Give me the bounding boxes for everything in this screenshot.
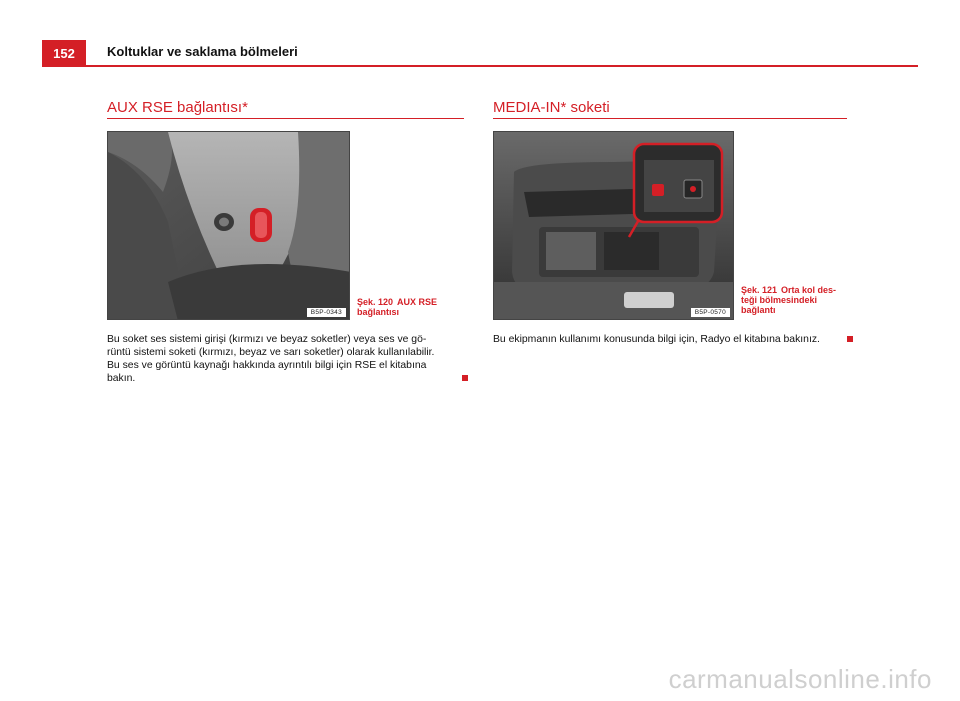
figure-aux-rse-photo	[107, 131, 350, 320]
figure-caption-120	[357, 297, 437, 317]
section-end-mark	[847, 336, 853, 342]
body-line: bakın.	[107, 373, 136, 384]
caption-number: Şek. 121	[741, 285, 778, 295]
figure-caption-121	[741, 285, 836, 315]
section-title-media-in: MEDIA-IN* soketi	[493, 99, 610, 116]
body-paragraph-media-in	[493, 333, 853, 346]
figure-media-in-photo	[493, 131, 734, 320]
watermark: carmanualsonline.info	[668, 664, 932, 694]
figure-code: B5P-0570	[691, 308, 730, 317]
body-line: rüntü sistemi soketi (kırmızı, beyaz ve sarı soketler) olarak kullanılabilir.	[107, 347, 435, 358]
caption-text-line: bağlantı	[741, 305, 776, 315]
figure-code: B5P-0343	[307, 308, 346, 317]
chapter-title: Koltuklar ve saklama bölmeleri	[107, 44, 298, 59]
section-end-mark	[462, 375, 468, 381]
media-in-illustration	[494, 132, 734, 320]
body-line: Bu ekipmanın kullanımı konusunda bilgi için, Radyo el kitabına bakınız.	[493, 334, 820, 345]
body-line: Bu ses ve görüntü kaynağı hakkında ayrıntılı bilgi için RSE el kitabına	[107, 360, 427, 371]
caption-text-line: Orta kol des-	[781, 285, 837, 295]
body-paragraph-aux-rse	[107, 333, 467, 385]
header-rule	[42, 65, 918, 67]
section-title-aux-rse: AUX RSE bağlantısı*	[107, 99, 248, 116]
caption-text-line: AUX RSE	[397, 297, 438, 307]
page-number: 152	[42, 40, 86, 66]
caption-text-line: bağlantısı	[357, 307, 400, 317]
caption-text-line: teği bölmesindeki	[741, 295, 818, 305]
section-rule-left	[107, 118, 464, 119]
body-line: Bu soket ses sistemi girişi (kırmızı ve beyaz soketler) veya ses ve gö-	[107, 334, 427, 345]
aux-rse-illustration	[108, 132, 350, 320]
caption-number: Şek. 120	[357, 297, 394, 307]
section-rule-right	[493, 118, 847, 119]
